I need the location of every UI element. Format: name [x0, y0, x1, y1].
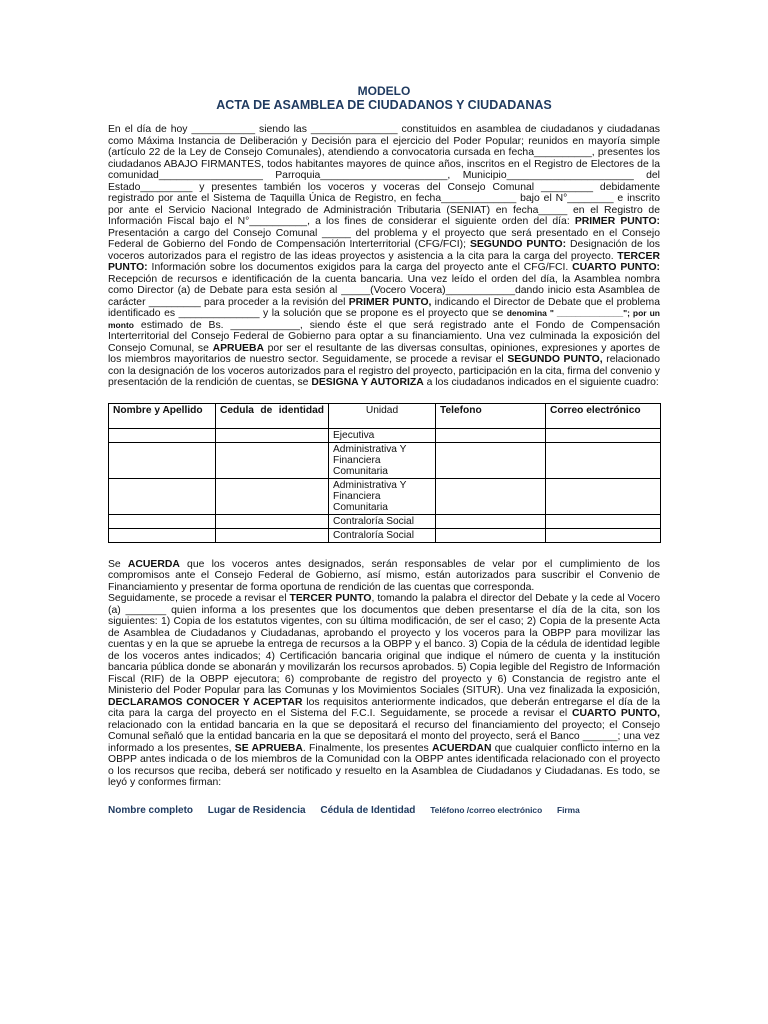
document-page [108, 84, 660, 816]
cell-telefono [436, 428, 546, 442]
sig-firma: Firma [556, 804, 580, 815]
header-telefono: Telefono [436, 403, 546, 428]
table-header-row [109, 403, 661, 428]
header-nombre: Nombre y Apellido [109, 403, 216, 428]
cell-correo [546, 514, 661, 528]
cell-nombre [109, 428, 216, 442]
table-row [109, 442, 661, 478]
cell-unidad: Contraloría Social [329, 514, 436, 528]
cell-cedula [216, 428, 329, 442]
cell-telefono [436, 478, 546, 514]
table-row [109, 528, 661, 542]
cell-unidad: Administrativa Y Financiera Comunitaria [329, 442, 436, 478]
tercer-punto-paragraph: Seguidamente, se procede a revisar el TERCER PUNTO, tomando la palabra el director del Debate y la cede al Vocero (a) _______ quien informa a los presentes que los documentos que deben presentarse el día de la cita, son los siguientes: 1) Copia de los estatutos vigentes, con su última modificación, de ser el caso; 2) Copia de la presente Acta de Asamblea de Ciudadanos y Ciudadanas, aprobando el proyecto y los voceros para la OBPP para movilizar las cuentas y en la que se apruebe la entrega de recursos a la OBPP y el banco. 3) Copia de la cédula de identidad legible de los voceros antes indicados; 4) Certificación bancaria original que indique el número de cuenta y la institución bancaria pública donde se abonarán y movilizarán los recursos aprobados. 5) Copia legible del Registro de Información Fiscal (RIF) de la OBPP ejecutora; 6) comprobante de registro del proyecto y 6) Constancia de registro ante el Ministerio del Poder Popular para las Comunas y los Movimientos Sociales (SITUR). Una vez finalizada la exposición, DECLARAMOS CONOCER Y ACEPTAR los requisitos anteriormente indicados, que deberán entregarse el día de la cita para la carga del proyecto en el Sistema del F.C.I. Seguidamente, se procede a revisar el CUARTO PUNTO, relacionado con la entidad bancaria en la que se depositará el recurso del financiamiento del proyecto; el Consejo Comunal señaló que la entidad bancaria en la que se depositará el monto del proyecto, será el Banco ______; una vez informado a los presentes, SE APRUEBA. Finalmente, los presentes ACUERDAN que cualquier conflicto interno en la OBPP antes indicada o de los miembros de la Comunidad con la OBPP antes identificada relacionado con el proyecto o los recursos que reciba, deberá ser notificado y resuelto en la Asamblea de Ciudadanos y Ciudadanas. Es todo, se leyó y conformes firman: [108, 593, 661, 788]
cell-correo [546, 478, 661, 514]
sig-residencia: Lugar de Residencia [207, 804, 306, 816]
header-correo: Correo electrónico [546, 403, 661, 428]
cell-unidad: Ejecutiva [329, 428, 436, 442]
cell-correo [546, 528, 661, 542]
document-title: MODELO [357, 84, 411, 98]
table-row [109, 478, 661, 514]
table-row [109, 514, 661, 528]
header-cedula: Cedula de identidad [216, 403, 329, 428]
cell-telefono [436, 514, 546, 528]
cell-nombre [109, 478, 216, 514]
cell-cedula [216, 528, 329, 542]
voceros-table [108, 403, 661, 543]
sig-nombre: Nombre completo [108, 804, 194, 816]
signature-header [108, 805, 660, 817]
intro-paragraph: En el día de hoy ___________ siendo las _______________ constituidos en asamblea de ciudadanos y ciudadanas como Máxima Instancia de Deliberación y Decisión para el ejercicio del Poder Popular; reunidos en mayoría simple (artículo 22 de la Ley de Consejo Comunales), atendiendo a convocatoria cursada en fecha__________, presentes los ciudadanos ABAJO FIRMANTES, todos habitantes mayores de quince años, inscritos en el Registro de Electores de la comunidad__________________ Parroquia______________________, Municipio______________________ del Estado_________ y presentes también los voceros y voceras del Consejo Comunal _________ debidamente registrado por ante el Sistema de Taquilla Única de Registro, en fecha_____________ bajo el N°________ e inscrito por ante el Servicio Nacional Integrado de Administración Tributaria (SENIAT) en fecha_____ en el Registro de Información Fiscal bajo el N°__________, a los fines de considerar el siguiente orden del día: PRIMER PUNTO: Presentación a cargo del Consejo Comunal _____ del problema y el proyecto que será presentado en el Consejo Federal de Gobierno del Fondo de Compensación Interterritorial (CFG/FCI); SEGUNDO PUNTO: Designación de los voceros autorizados para el registro de las ideas proyectos y asistencia a la cita para la carga del proyecto. TERCER PUNTO: Información sobre los documentos exigidos para la carga del proyecto ante el CFG/FCI. CUARTO PUNTO: Recepción de recursos e identificación de la cuenta bancaria. Una vez leído el orden del día, la Asamblea nombra como Director (a) de Debate para esta sesión al _____(Vocero Vocera)____________dando inicio esta Asamblea de carácter _________ para proceder a la revisión del PRIMER PUNTO, indicando el Director de Debate que el problema identificado es ______________ y la solución que se propone es el proyecto que se denomina " ______________"; por un monto estimado de Bs. ____________, siendo éste el que será registrado ante el Fondo de Compensación Interterritorial del Consejo Federal de Gobierno para optar a su financiamiento. Una vez culminada la exposición del Consejo Comunal, se APRUEBA por ser el resultante de las diversas consultas, opiniones, expresiones y aportes de los miembros mayoritarios de nuestro sector. Seguidamente, se procede a revisar el SEGUNDO PUNTO, relacionado con la designación de los voceros autorizados para el registro del proyecto, participación en la cita, firma del convenio y presentación de la rendición de cuentas, se DESIGNA Y AUTORIZA a los ciudadanos indicados en el siguiente cuadro: [108, 124, 661, 388]
cell-nombre [109, 514, 216, 528]
cell-nombre [109, 528, 216, 542]
cell-correo [546, 442, 661, 478]
cell-nombre [109, 442, 216, 478]
header-unidad: Unidad [329, 403, 436, 428]
acuerda-paragraph: Se ACUERDA que los voceros antes designados, serán responsables de velar por el cumplimiento de los compromisos ante el Consejo Federal de Gobierno, así mismo, están autorizados para suscribir el Convenio de Financiamiento y presentar de forma oportuna de rendición de las cuentas que corresponda. [108, 558, 660, 593]
cell-unidad: Administrativa Y Financiera Comunitaria [329, 478, 436, 514]
cell-correo [546, 428, 661, 442]
cell-cedula [216, 514, 329, 528]
cell-telefono [436, 528, 546, 542]
sig-telefono: Teléfono /correo electrónico [430, 804, 543, 815]
sig-cedula: Cédula de Identidad [320, 804, 416, 816]
cell-unidad: Contraloría Social [329, 528, 436, 542]
cell-cedula [216, 478, 329, 514]
document-subtitle: ACTA DE ASAMBLEA DE CIUDADANOS Y CIUDADANAS [216, 98, 552, 112]
cell-telefono [436, 442, 546, 478]
cell-cedula [216, 442, 329, 478]
table-row [109, 428, 661, 442]
